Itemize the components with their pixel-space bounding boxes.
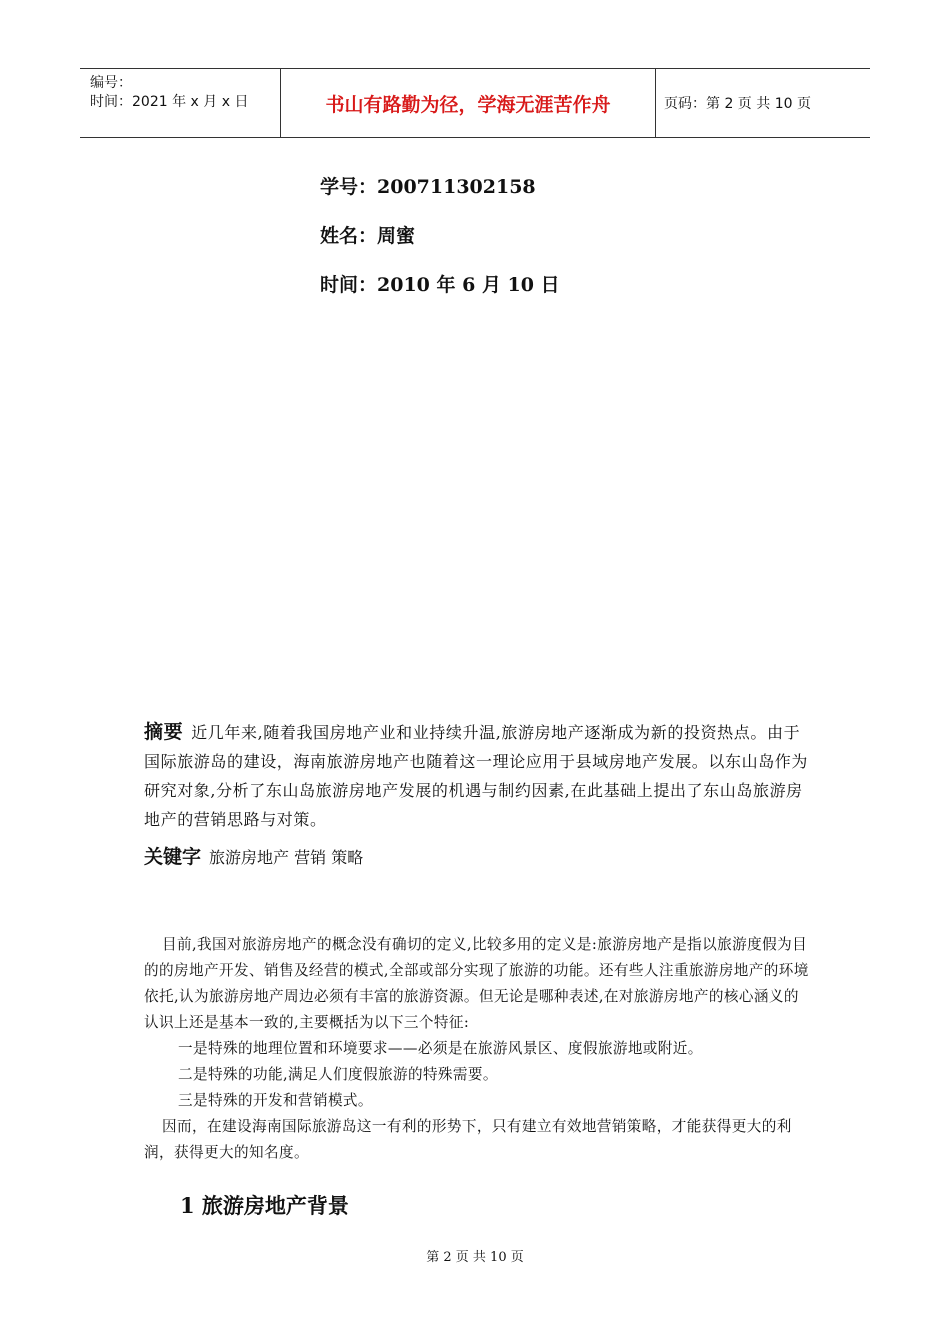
body-text — [144, 932, 809, 1166]
page-header — [80, 68, 870, 138]
abstract-section — [144, 718, 809, 834]
header-motto: 书山有路勤为径，学海无涯苦作舟 — [281, 69, 656, 137]
abstract-label: 摘要 — [144, 721, 184, 743]
section-heading: 1 旅游房地产背景 — [180, 1193, 349, 1218]
keywords-label: 关键字 — [144, 846, 202, 868]
keywords-section — [144, 842, 363, 869]
header-meta-cell — [80, 69, 281, 137]
header-page-info: 页码：第 2 页 共 10 页 — [664, 96, 811, 112]
abstract-text: 近几年来,随着我国房地产业和业持续升温,旅游房地产逐渐成为新的投资热点。由于国际旅游岛的建设，海南旅游房地产也随着这一理论应用于县域房地产发展。以东山岛作为研究对象,分析了东山岛旅游房地产发展的机遇与制约因素,在此基础上提出了东山岛旅游房地产的营销思路与对策。 — [144, 723, 809, 829]
student-id: 学号：200711302158 — [320, 176, 536, 198]
student-name: 姓名：周蜜 — [320, 225, 416, 247]
page-footer: 第 2 页 共 10 页 — [426, 1250, 524, 1265]
report-date: 时间：2010 年 6 月 10 日 — [320, 274, 560, 296]
body-paragraph-1: 目前,我国对旅游房地产的概念没有确切的定义,比较多用的定义是:旅游房地产是指以旅游度假为目的的房地产开发、销售及经营的模式,全部或部分实现了旅游的功能。还有些人注重旅游房地产的环境依托,认为旅游房地产周边必须有丰富的旅游资源。但无论是哪种表述,在对旅游房地产的核心涵义的认识上还是基本一致的,主要概括为以下三个特征: — [144, 936, 809, 1031]
document-number-label: 编号： — [90, 75, 132, 91]
keywords-text: 旅游房地产 营销 策略 — [209, 848, 364, 867]
document-time-label: 时间：2021 年 x 月 x 日 — [90, 94, 249, 110]
body-paragraph-2: 因而，在建设海南国际旅游岛这一有利的形势下，只有建立有效地营销策略，才能获得更大的利润，获得更大的知名度。 — [144, 1118, 792, 1161]
feature-item-3: 三是特殊的开发和营销模式。 — [178, 1092, 373, 1109]
feature-item-2: 二是特殊的功能,满足人们度假旅游的特殊需要。 — [178, 1066, 498, 1083]
feature-item-1: 一是特殊的地理位置和环境要求——必须是在旅游风景区、度假旅游地或附近。 — [178, 1040, 703, 1057]
